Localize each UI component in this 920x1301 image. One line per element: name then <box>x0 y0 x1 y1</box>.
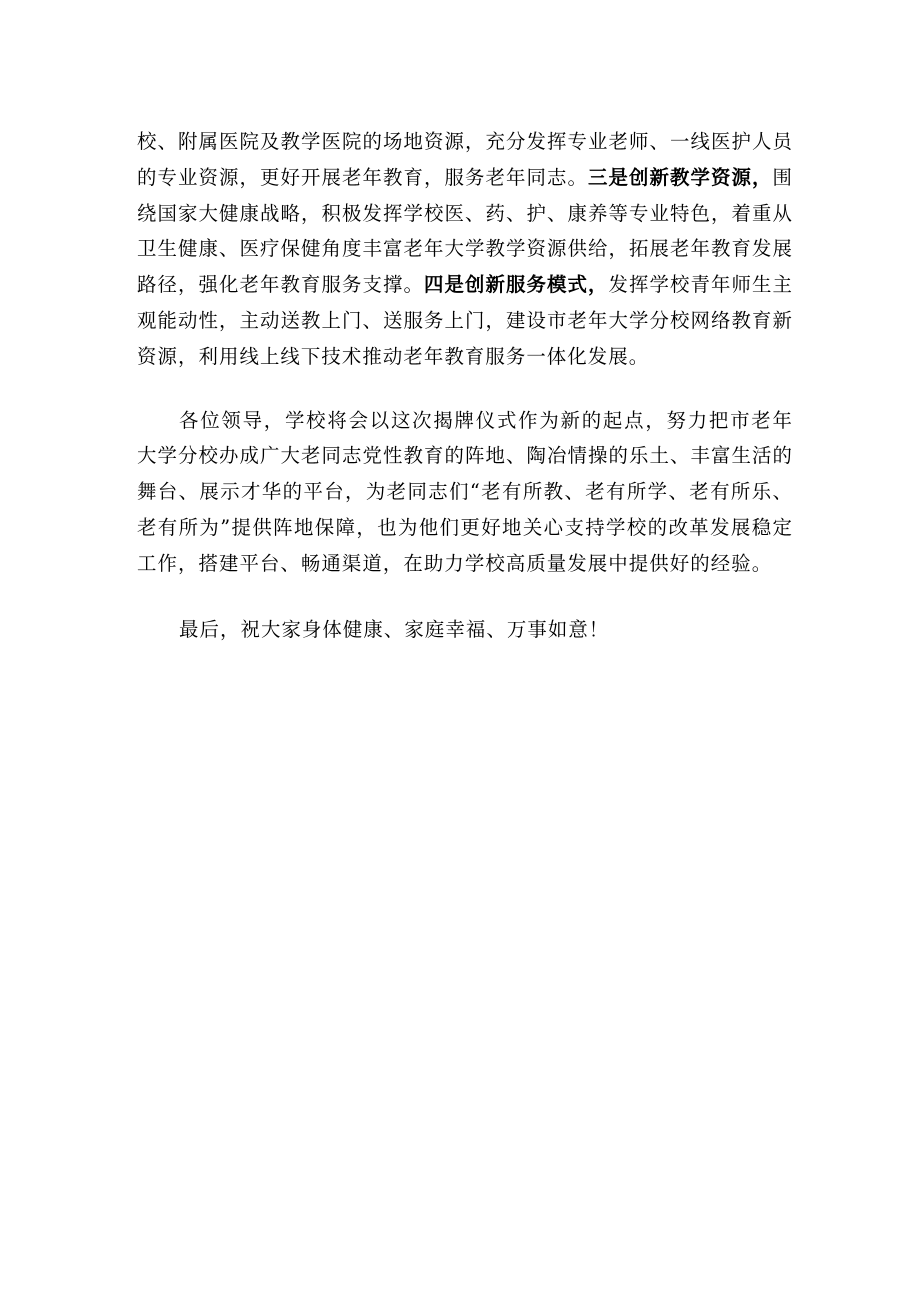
bold-heading-four: 四是创新服务模式， <box>424 273 609 297</box>
paragraph-text: 发挥学校青年师生主观能动性，主动送教上门、送服务上门，建设市老年大学分校网络教育新资源，利用线上线下技术推动老年教育服务一体化发展。 <box>137 273 793 368</box>
paragraph-text: 校、附属医院及教学医院的场地资源，充分发挥专业老师、一线医护人员的专业资源，更好开展老年教育，服务老年同志。 <box>137 130 793 189</box>
paragraph-leaders: 各位领导，学校将会以这次揭牌仪式作为新的起点，努力把市老年大学分校办成广大老同志党性教育的阵地、陶冶情操的乐土、丰富生活的舞台、展示才华的平台，为老同志们“老有所教、老有所学、老有所乐、老有所为”提供阵地保障，也为他们更好地关心支持学校的改革发展稳定工作，搭建平台、畅通渠道，在助力学校高质量发展中提供好的经验。 <box>137 408 793 575</box>
paragraph-closing: 最后，祝大家身体健康、家庭幸福、万事如意！ <box>179 617 610 641</box>
document-body <box>137 124 793 647</box>
paragraph-text: 围绕国家大健康战略，积极发挥学校医、药、护、康养等专业特色，着重从卫生健康、医疗保健角度丰富老年大学教学资源供给，拓展老年教育发展路径，强化老年教育服务支撑。 <box>137 165 793 297</box>
paragraph-continuation <box>137 124 793 375</box>
bold-heading-three: 三是创新教学资源， <box>588 165 773 189</box>
